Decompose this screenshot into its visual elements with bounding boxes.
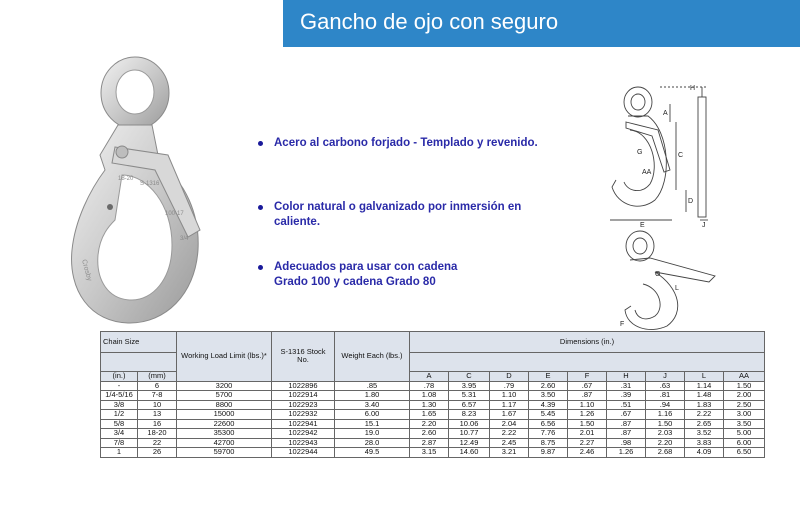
table-row	[101, 410, 765, 420]
table-cell: .87	[607, 429, 646, 439]
table-cell: 1.50	[568, 419, 607, 429]
header-dim-a: A	[410, 372, 449, 382]
dimension-diagram-front	[600, 82, 720, 227]
table-cell: 1.30	[410, 400, 449, 410]
table-cell: 1.17	[490, 400, 529, 410]
table-cell: 1.26	[568, 410, 607, 420]
table-cell: 1.65	[410, 410, 449, 420]
table-cell: 2.00	[724, 391, 765, 401]
table-cell: 22600	[177, 419, 272, 429]
table-cell: 10	[138, 400, 177, 410]
table-cell: 2.50	[724, 400, 765, 410]
table-row	[101, 391, 765, 401]
table-cell: 12.49	[449, 438, 490, 448]
header-wll: Working Load Limit (lbs.)*	[177, 332, 272, 382]
table-cell: 1022943	[272, 438, 335, 448]
bullet-icon	[258, 205, 263, 210]
table-cell: .39	[607, 391, 646, 401]
table-cell: 1	[101, 448, 138, 458]
table-row	[101, 400, 765, 410]
table-cell: .87	[568, 391, 607, 401]
specifications-table	[100, 331, 765, 458]
header-dim-h: H	[607, 372, 646, 382]
label-j: J	[702, 222, 706, 227]
table-cell: 42700	[177, 438, 272, 448]
table-cell: 15000	[177, 410, 272, 420]
table-cell: 1022932	[272, 410, 335, 420]
eye-hook-photo	[60, 55, 210, 327]
table-cell: 6.00	[724, 438, 765, 448]
header-weight: Weight Each (lbs.)	[335, 332, 410, 382]
header-dim-j: J	[646, 372, 685, 382]
table-cell: 1.83	[685, 400, 724, 410]
table-cell: 1.14	[685, 381, 724, 391]
engraving-stock: S-1316	[140, 181, 160, 187]
bullet-icon	[258, 141, 263, 146]
table-cell: 19.0	[335, 429, 410, 439]
table-cell: 1022914	[272, 391, 335, 401]
table-row	[101, 419, 765, 429]
table-cell: 10.06	[449, 419, 490, 429]
table-cell: 2.68	[646, 448, 685, 458]
table-cell: .31	[607, 381, 646, 391]
table-cell: 5/8	[101, 419, 138, 429]
table-cell: .78	[410, 381, 449, 391]
table-cell: 3.40	[335, 400, 410, 410]
table-cell: .67	[607, 410, 646, 420]
table-cell: 3/4	[101, 429, 138, 439]
table-cell: 1.10	[490, 391, 529, 401]
table-cell: 7/8	[101, 438, 138, 448]
table-cell: 1.67	[490, 410, 529, 420]
table-cell: 2.04	[490, 419, 529, 429]
table-cell: 18-20	[138, 429, 177, 439]
table-cell: 2.87	[410, 438, 449, 448]
table-cell: 49.5	[335, 448, 410, 458]
table-cell: 6.57	[449, 400, 490, 410]
table-cell: 6.50	[724, 448, 765, 458]
label-l: L	[675, 285, 679, 292]
header-dim-l: L	[685, 372, 724, 382]
table-cell: 8.75	[529, 438, 568, 448]
table-cell: 26	[138, 448, 177, 458]
table-cell: 1022942	[272, 429, 335, 439]
table-cell: 2.60	[410, 429, 449, 439]
table-row	[101, 381, 765, 391]
table-cell: 2.03	[646, 429, 685, 439]
table-cell: .67	[568, 381, 607, 391]
engraving-code: 100-17	[165, 211, 184, 217]
header-dim-c: C	[449, 372, 490, 382]
label-d: D	[688, 198, 694, 205]
table-cell: 1.50	[646, 419, 685, 429]
table-cell: 1022896	[272, 381, 335, 391]
table-cell: .63	[646, 381, 685, 391]
table-cell: .81	[646, 391, 685, 401]
engraving-size: 3/4	[180, 236, 189, 242]
label-h: H	[690, 85, 696, 92]
table-cell: 1.48	[685, 391, 724, 401]
table-cell: 2.27	[568, 438, 607, 448]
table-row	[101, 438, 765, 448]
dimension-diagram-open	[605, 228, 720, 333]
header-dim-d: D	[490, 372, 529, 382]
table-cell: 1.80	[335, 391, 410, 401]
table-cell: 14.60	[449, 448, 490, 458]
table-cell: 1.50	[724, 381, 765, 391]
table-cell: 1.16	[646, 410, 685, 420]
table-cell: 1022944	[272, 448, 335, 458]
table-cell: .79	[490, 381, 529, 391]
table-cell: 1/2	[101, 410, 138, 420]
table-cell: 2.20	[410, 419, 449, 429]
page-title: Gancho de ojo con seguro	[300, 9, 559, 34]
table-header-row	[101, 332, 765, 353]
table-cell: 2.65	[685, 419, 724, 429]
table-cell: .94	[646, 400, 685, 410]
header-dim-aa: AA	[724, 372, 765, 382]
table-cell: 8800	[177, 400, 272, 410]
table-cell: 3.00	[724, 410, 765, 420]
table-cell: 3200	[177, 381, 272, 391]
bullet-icon	[258, 265, 263, 270]
table-cell: 16	[138, 419, 177, 429]
table-cell: 59700	[177, 448, 272, 458]
table-cell: 2.60	[529, 381, 568, 391]
engraving-chain: 18-20	[118, 176, 134, 182]
table-cell: .87	[607, 419, 646, 429]
table-cell: 2.22	[685, 410, 724, 420]
table-cell: 3.52	[685, 429, 724, 439]
table-cell: 1022923	[272, 400, 335, 410]
table-cell: 5.45	[529, 410, 568, 420]
table-cell: 5.00	[724, 429, 765, 439]
table-row	[101, 448, 765, 458]
table-cell: 2.22	[490, 429, 529, 439]
table-cell: 1.08	[410, 391, 449, 401]
label-f: F	[620, 321, 625, 328]
table-cell: 5.31	[449, 391, 490, 401]
table-cell: 2.20	[646, 438, 685, 448]
label-a: A	[663, 110, 668, 117]
table-cell: .98	[607, 438, 646, 448]
table-cell: 3.15	[410, 448, 449, 458]
table-cell: 3/8	[101, 400, 138, 410]
table-cell: 10.77	[449, 429, 490, 439]
header-dim-e: E	[529, 372, 568, 382]
title-banner	[283, 0, 800, 47]
table-cell: 8.23	[449, 410, 490, 420]
table-cell: 28.0	[335, 438, 410, 448]
header-dim-f: F	[568, 372, 607, 382]
table-cell: 1/4-5/16	[101, 391, 138, 401]
header-stock: S-1316 Stock No.	[272, 332, 335, 382]
table-cell: -	[101, 381, 138, 391]
label-g: G	[637, 149, 643, 156]
header-dimensions: Dimensions (in.)	[410, 332, 765, 353]
table-cell: 2.01	[568, 429, 607, 439]
header-chain-size: Chain Size	[101, 332, 177, 353]
table-cell: 2.45	[490, 438, 529, 448]
table-cell: 1.10	[568, 400, 607, 410]
table-cell: 1.26	[607, 448, 646, 458]
table-cell: 3.50	[529, 391, 568, 401]
table-cell: 3.83	[685, 438, 724, 448]
table-cell: 4.39	[529, 400, 568, 410]
table-cell: 15.1	[335, 419, 410, 429]
label-c: C	[678, 152, 684, 159]
table-cell: 22	[138, 438, 177, 448]
table-cell: 1022941	[272, 419, 335, 429]
header-mm: (mm)	[138, 372, 177, 382]
table-cell: .85	[335, 381, 410, 391]
table-row	[101, 429, 765, 439]
table-cell: 4.09	[685, 448, 724, 458]
table-cell: 3.95	[449, 381, 490, 391]
table-cell: 6.56	[529, 419, 568, 429]
table-cell: 6	[138, 381, 177, 391]
table-cell: 13	[138, 410, 177, 420]
table-cell: .51	[607, 400, 646, 410]
engraving-brand: Crosby	[80, 258, 93, 282]
table-cell: 5700	[177, 391, 272, 401]
label-aa: AA	[642, 169, 652, 176]
table-cell: 7-8	[138, 391, 177, 401]
table-cell: 9.87	[529, 448, 568, 458]
label-g2: G	[655, 271, 661, 278]
table-cell: 3.50	[724, 419, 765, 429]
label-e: E	[640, 222, 645, 227]
table-cell: 6.00	[335, 410, 410, 420]
table-cell: 3.21	[490, 448, 529, 458]
header-in: (in.)	[101, 372, 138, 382]
table-cell: 35300	[177, 429, 272, 439]
table-cell: 7.76	[529, 429, 568, 439]
table-cell: 2.46	[568, 448, 607, 458]
